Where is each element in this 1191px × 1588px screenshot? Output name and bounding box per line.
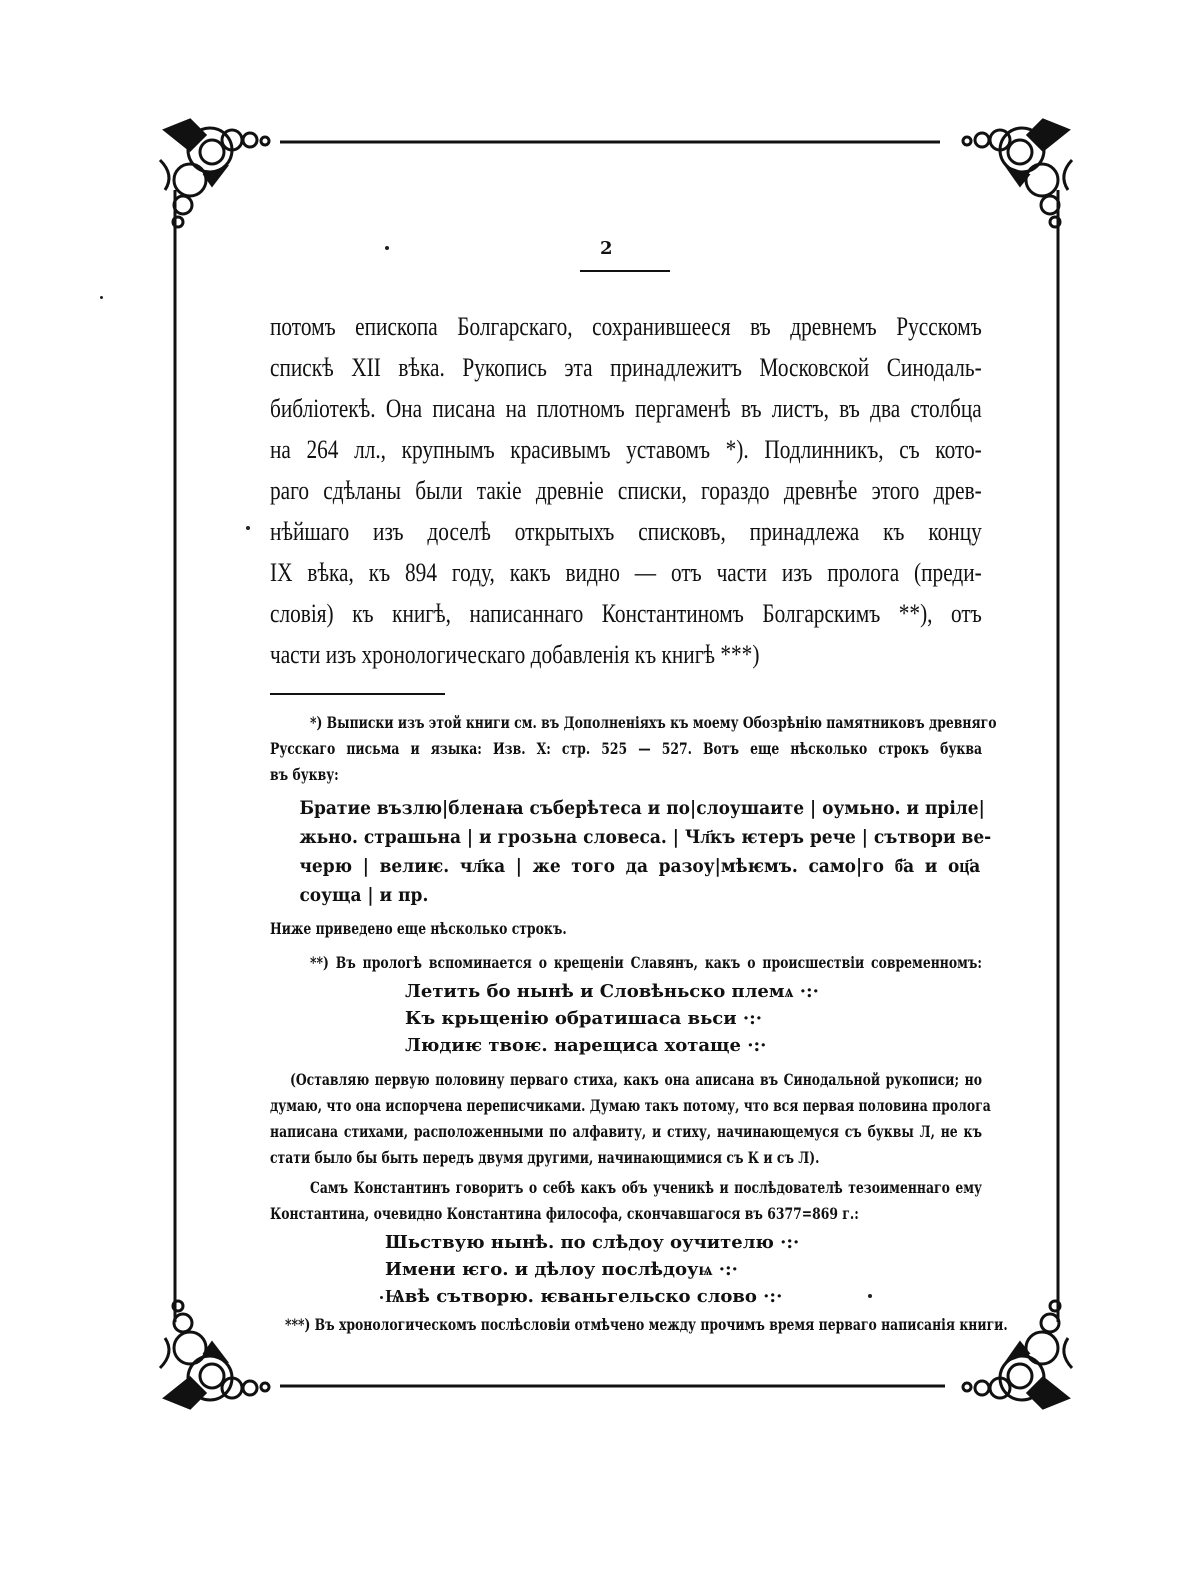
quote-line: черю | велиѥ. чл҃ка | же того да разоу|мѣѥмъ. само|го б҃а и оц҃а [299, 856, 981, 877]
verse-line: Къ крьщенiю обратишаса вьси ·:· [405, 1008, 763, 1029]
corner-ornament-icon [160, 120, 269, 227]
main-line: на 264 лл., крупнымъ красивымъ уставомъ *). Подлинникъ, съ кото- [270, 435, 982, 464]
footnote-line: Константина, очевидно Константина философа, скончавшагося въ 6377=869 г.: [270, 1204, 859, 1223]
verse-line: Людиѥ твоѥ. нарещиса хотаще ·:· [405, 1035, 767, 1056]
main-line: потомъ епископа Болгарскаго, сохранившееся въ древнемъ Русскомъ [270, 312, 982, 341]
page-number: 2 [600, 238, 613, 259]
corner-ornament-top-right-icon [963, 120, 1072, 227]
main-line: библіотекѣ. Она писана на плотномъ пергаменѣ въ листъ, въ два столбца [270, 394, 982, 423]
corner-ornament-bottom-left-icon [160, 1301, 269, 1408]
verses-1 [270, 978, 982, 1059]
old-slavonic-quote [270, 794, 992, 910]
footnote-2-commentary [270, 1067, 991, 1171]
speck [380, 1296, 383, 1299]
verse-line: Шьствую нынѣ. по слѣдоу оучителю ·:· [385, 1232, 800, 1253]
page-number-rule [580, 270, 670, 272]
main-line: нѣйшаго изъ доселѣ открытыхъ списковъ, принадлежа къ концу [270, 517, 982, 546]
footnote-line: думаю, что она испорчена переписчиками. Думаю такъ потому, что вся первая половина пролога [270, 1096, 991, 1115]
footnote-line: ***) Въ хронологическомъ послѣсловіи отмѣчено между прочимъ время перваго написанія книги. [285, 1315, 1008, 1334]
footnote-line: (Оставляю первую половину перваго стиха, какъ она аписана въ Синодальной рукописи; но [290, 1070, 982, 1089]
main-line: раго сдѣланы были такіе древніе списки, гораздо древнѣе этого древ- [270, 476, 982, 505]
main-line: словія) къ книгѣ, написаннаго Константиномъ Болгарскимъ **), отъ [270, 599, 982, 628]
verse-line: Ѩвѣ сътворю. ѥваньгельско слово ·:· [385, 1286, 783, 1307]
main-line: спискѣ XII вѣка. Рукопись эта принадлежитъ Московской Синодаль- [270, 353, 982, 382]
speck [868, 1294, 872, 1298]
quote-line: жьно. страшьна | и грозьна словеса. | Чл҃къ ѥтеръ рече | сътвори ве- [299, 827, 992, 848]
main-line: части изъ хронологическаго добавленія къ книгѣ ***) [270, 640, 760, 669]
footnotes [270, 710, 1008, 1338]
footnote-line: Русскаго письма и языка: Изв. X: стр. 525 — 527. Вотъ еще нѣсколько строкъ буква [270, 739, 982, 758]
verse-line: Имени ѥго. и дѣлоу послѣдоуѩ ·:· [385, 1259, 738, 1280]
footnote-1 [270, 710, 997, 788]
footnote-rule [270, 693, 445, 695]
speck [100, 296, 103, 299]
footnote-1-after [270, 916, 982, 942]
speck [385, 246, 389, 250]
footnote-line: написана стихами, расположенными по алфавиту, и стиху, начинающемуся съ буквы Л, не къ [270, 1122, 982, 1141]
quote-line: соуща | и пр. [299, 885, 429, 906]
main-line: IX вѣка, къ 894 году, какъ видно — отъ части изъ пролога (преди- [270, 558, 982, 587]
footnote-line: въ букву: [270, 765, 339, 784]
footnote-line: *) Выписки изъ этой книги см. въ Дополненіяхъ къ моему Обозрѣнію памятниковъ древняго [310, 713, 997, 732]
footnote-line: Самъ Константинъ говоритъ о себѣ какъ объ ученикѣ и послѣдователѣ тезоименнаго ему [310, 1178, 982, 1197]
footnote-2-second [270, 1175, 982, 1227]
footnote-line: Ниже приведено еще нѣсколько строкъ. [270, 919, 567, 938]
footnote-line: **) Въ прологѣ вспоминается о крещеніи Славянъ, какъ о происшествіи современномъ: [310, 953, 982, 972]
speck [246, 526, 250, 530]
footnote-3 [285, 1312, 1008, 1338]
verse-line: Летить бо нынѣ и Словѣньско племѧ ·:· [405, 981, 819, 1002]
footnote-line: стати было бы быть передъ двумя другими, начинающимися съ К и съ Л). [270, 1148, 820, 1167]
quote-line: Братие възлю|бленаꙗ съберѣтеса и по|слоушаите | оумьно. и прiле| [299, 798, 985, 819]
verses-2 [270, 1229, 982, 1310]
footnote-2-intro [270, 950, 982, 976]
main-text [270, 306, 982, 675]
